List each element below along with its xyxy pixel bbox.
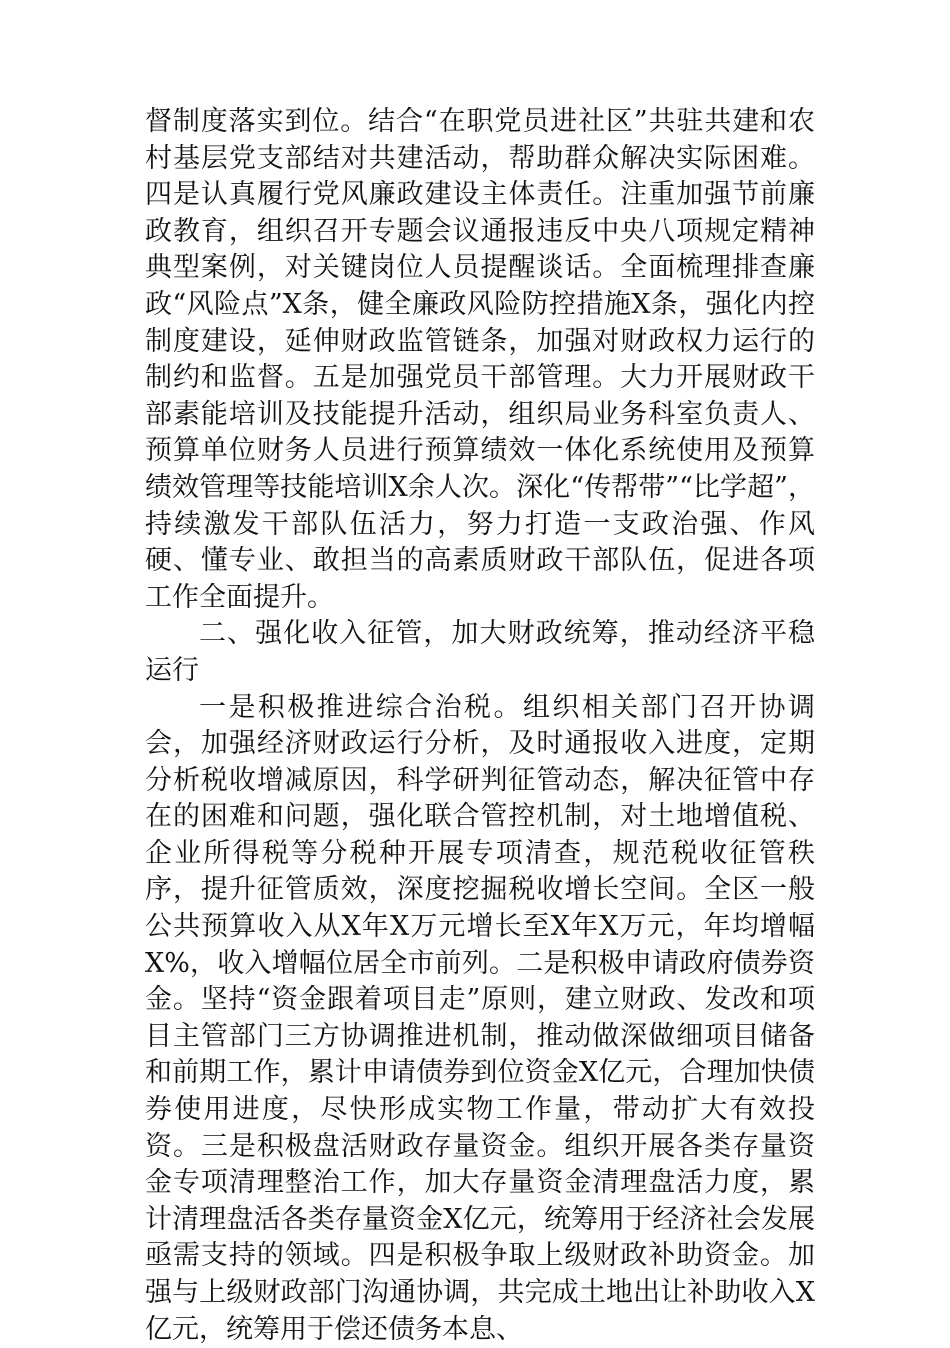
continuation-paragraph: 督制度落实到位。结合“在职党员进社区”共驻共建和农村基层党支部结对共建活动，帮助群众解决实际困难。四是认真履行党风廉政建设主体责任。注重加强节前廉政教育，组织召开专题会议通报违反中央八项规定精神典型案例，对关键岗位人员提醒谈话。全面梳理排查廉政“风险点”X条，健全廉政风险防控措施X条，强化内控制度建设，延伸财政监管链条，加强对财政权力运行的制约和监督。五是加强党员干部管理。大力开展财政干部素能培训及技能提升活动，组织局业务科室负责人、预算单位财务人员进行预算绩效一体化系统使用及预算绩效管理等技能培训X余人次。深化“传帮带”“比学超”，持续激发干部队伍活力，努力打造一支政治强、作风硬、懂专业、敢担当的高素质财政干部队伍，促进各项工作全面提升。 <box>145 104 815 616</box>
section-heading-2: 二、强化收入征管，加大财政统筹，推动经济平稳运行 <box>145 616 815 689</box>
section-body-paragraph: 一是积极推进综合治税。组织相关部门召开协调会，加强经济财政运行分析，及时通报收入进度，定期分析税收增减原因，科学研判征管动态，解决征管中存在的困难和问题，强化联合管控机制，对土地增值税、企业所得税等分税种开展专项清查，规范税收征管秩序，提升征管质效，深度挖掘税收增长空间。全区一般公共预算收入从X年X万元增长至X年X万元，年均增幅X%，收入增幅位居全市前列。二是积极申请政府债券资金。坚持“资金跟着项目走”原则，建立财政、发改和项目主管部门三方协调推进机制，推动做深做细项目储备和前期工作，累计申请债券到位资金X亿元，合理加快债券使用进度，尽快形成实物工作量，带动扩大有效投资。三是积极盘活财政存量资金。组织开展各类存量资金专项清理整治工作，加大存量资金清理盘活力度，累计清理盘活各类存量资金X亿元，统筹用于经济社会发展亟需支持的领域。四是积极争取上级财政补助资金。加强与上级财政部门沟通协调，共完成土地出让补助收入X亿元，统筹用于偿还债务本息、 <box>145 690 815 1348</box>
document-body <box>145 104 815 1348</box>
